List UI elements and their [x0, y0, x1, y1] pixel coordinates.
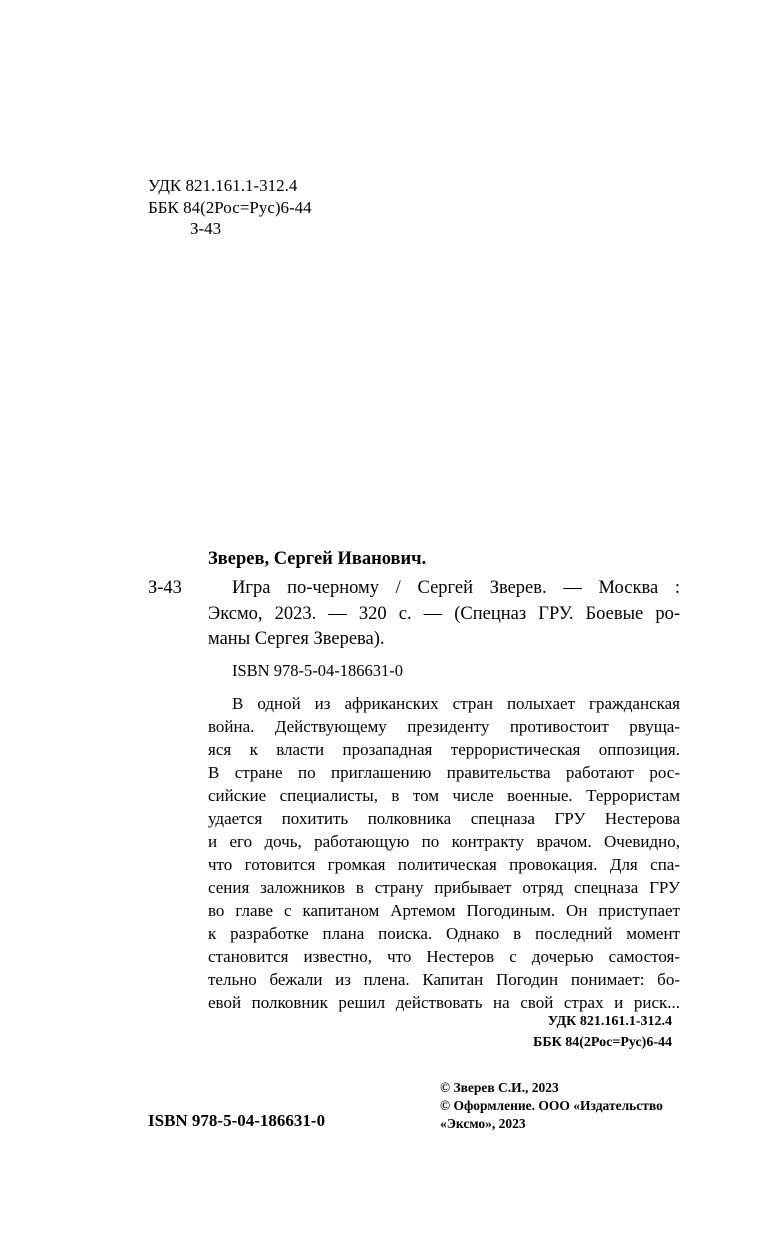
annotation-line: что готовится громкая политическая провокация. Для спа- — [208, 855, 680, 874]
copyright-design-cont: «Эксмо», 2023 — [440, 1116, 526, 1131]
annotation-line: яся к власти прозападная террористическая оппозиция. — [208, 740, 680, 759]
annotation-line: В стране по приглашению правительства работают рос- — [208, 763, 680, 782]
copyright-design: © Оформление. ООО «Издательство — [440, 1098, 663, 1113]
isbn-bottom: ISBN 978-5-04-186631-0 — [148, 1111, 326, 1130]
title-line: маны Сергея Зверева). — [208, 629, 385, 649]
isbn-entry: ISBN 978-5-04-186631-0 — [232, 661, 403, 680]
annotation-line: война. Действующему президенту противостоит рвуща- — [208, 717, 680, 736]
annotation-line: евой полковник решил действовать на свой страх и риск... — [208, 993, 680, 1012]
author-heading: Зверев, Сергей Иванович. — [208, 549, 427, 569]
annotation-line: к разработке плана поиска. Однако в последний момент — [208, 924, 680, 943]
copyright-author: © Зверев С.И., 2023 — [440, 1080, 559, 1095]
annotation-line: сения заложников в страну прибывает отряд спецназа ГРУ — [208, 878, 680, 897]
udk-code-bottom: УДК 821.161.1-312.4 — [547, 1014, 672, 1029]
author-code-top: З-43 — [190, 219, 222, 238]
udk-code-top: УДК 821.161.1-312.4 — [148, 176, 298, 195]
bbk-code-top: ББК 84(2Рос=Рус)6-44 — [148, 198, 312, 217]
author-code-entry: З-43 — [148, 578, 182, 598]
annotation-line: удается похитить полковника спецназа ГРУ Нестерова — [208, 809, 680, 828]
annotation-line: и его дочь, работающую по контракту врачом. Очевидно, — [208, 832, 680, 851]
annotation-line: становится известно, что Нестеров с дочерью самостоя- — [208, 947, 680, 966]
annotation-line: тельно бежали из плена. Капитан Погодин понимает: бо- — [208, 970, 680, 989]
annotation-line: во главе с капитаном Артемом Погодиным. Он приступает — [208, 901, 680, 920]
title-line: Игра по-черному / Сергей Зверев. — Москва : — [232, 578, 680, 598]
bbk-code-bottom: ББК 84(2Рос=Рус)6-44 — [533, 1035, 672, 1050]
title-line: Эксмо, 2023. — 320 с. — (Спецназ ГРУ. Боевые ро- — [208, 604, 680, 624]
annotation-line: В одной из африканских стран полыхает гражданская — [232, 694, 680, 713]
annotation-line: сийские специалисты, в том числе военные. Террористам — [208, 786, 680, 805]
